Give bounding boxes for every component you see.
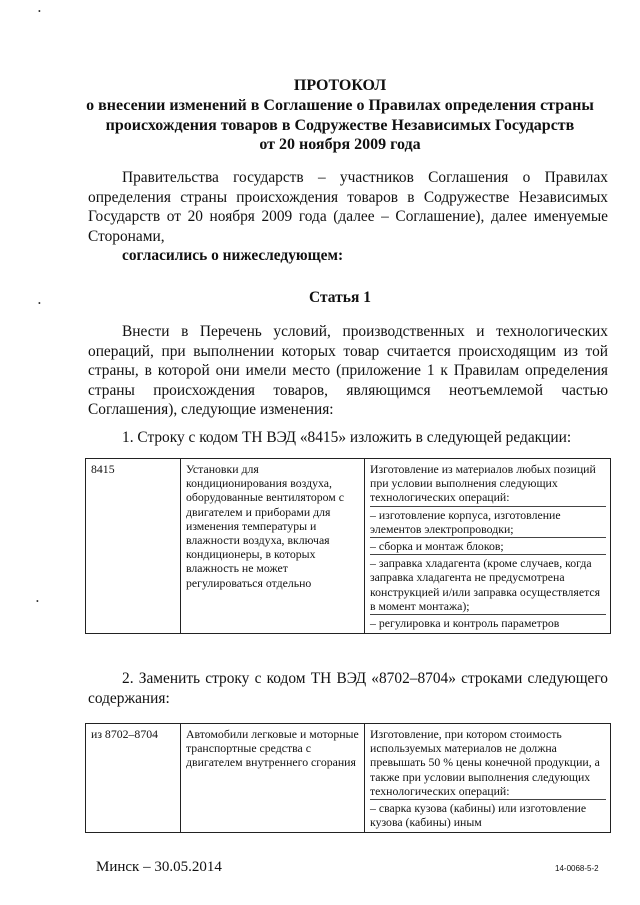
title-line: о внесении изменений в Соглашение о Правилах определения страны [86, 97, 594, 114]
description-cell: Автомобили легковые и моторные транспортные средства с двигателем внутреннего сгорания [181, 724, 365, 833]
footer-doc-number: 14-0068-5-2 [555, 864, 599, 873]
condition-item: – сборка и монтаж блоков; [370, 539, 606, 555]
article-heading: Статья 1 [309, 289, 371, 306]
amendment-item-2: 2. Заменить строку с кодом ТН ВЭД «8702–8704» строками следующего содержания: [88, 670, 608, 707]
scan-speck: • [38, 299, 41, 308]
table-row [86, 724, 611, 833]
hs-code-cell: из 8702–8704 [86, 724, 181, 833]
document-title: ПРОТОКОЛ [293, 77, 387, 94]
condition-item: Изготовление из материалов любых позиций при условии выполнения следующих технологических операций: [370, 462, 606, 507]
description-cell: Установки для кондиционирования воздуха, оборудованные вентилятором с двигателем и приборами для изменения температуры и влажности воздуха, включая кондиционеры, в которых влажность не может регулироваться отдельно [181, 459, 365, 634]
condition-item: – изготовление корпуса, изготовление элементов электропроводки; [370, 508, 606, 538]
scan-speck: • [36, 597, 39, 606]
amendment-table-8702-8704 [85, 723, 611, 833]
article-intro-paragraph: Внести в Перечень условий, производственных и технологических операций, при выполнении которых товар считается происходящим из той страны, в которой они имели место (приложение 1 к Правилам определения страны происхождения товаров, являющимся неотъемлемой частью Соглашения), следующие изменения: [88, 323, 608, 418]
condition-item: – регулировка и контроль параметров [370, 616, 560, 631]
amendment-table-8415 [85, 458, 611, 634]
conditions-cell [365, 724, 611, 833]
table-row [86, 459, 611, 634]
condition-item: – заправка хладагента (кроме случаев, когда заправка хладагента не предусмотрена конструкцией и/или заправка осуществляется в момент монтажа); [370, 556, 606, 615]
condition-item: Изготовление, при котором стоимость используемых материалов не должна превышать 50 % цены конечной продукции, а также при условии выполнения следующих технологических операций: [370, 727, 606, 800]
preamble-paragraph: Правительства государств – участников Соглашения о Правилах определения страны происхождения товаров в Содружестве Независимых Государств от 20 ноября 2009 года (далее – Соглашение), далее именуемые Сторонами, [88, 169, 608, 245]
agreed-clause: согласились о нижеследующем: [122, 247, 344, 264]
conditions-cell [365, 459, 611, 634]
title-line: происхождения товаров в Содружестве Независимых Государств [105, 117, 575, 134]
title-line: от 20 ноября 2009 года [259, 136, 421, 153]
footer-place-date: Минск – 30.05.2014 [96, 859, 222, 875]
hs-code-cell: 8415 [86, 459, 181, 634]
amendment-item-1: 1. Строку с кодом ТН ВЭД «8415» изложить в следующей редакции: [122, 429, 572, 446]
scan-speck: • [38, 7, 41, 16]
condition-item: – сварка кузова (кабины) или изготовление кузова (кабины) иным [370, 801, 587, 830]
